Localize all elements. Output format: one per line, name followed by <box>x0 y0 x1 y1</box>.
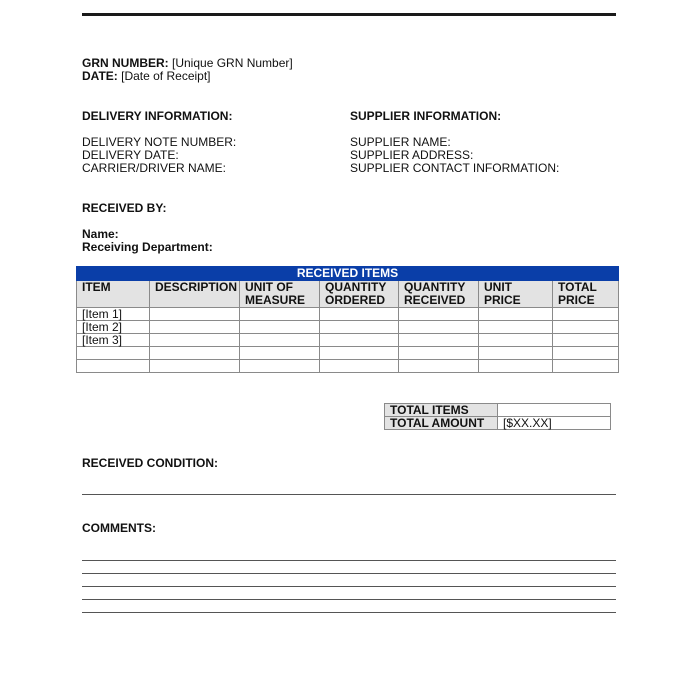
supplier-info-heading: SUPPLIER INFORMATION: <box>350 109 502 123</box>
cell-qty-ordered[interactable] <box>320 308 399 321</box>
cell-description[interactable] <box>150 360 240 373</box>
table-header-row <box>77 281 619 308</box>
col-total-price: TOTAL PRICE <box>553 281 619 308</box>
totals-table <box>384 403 611 430</box>
comment-line[interactable] <box>82 560 616 561</box>
cell-total-price[interactable] <box>553 360 619 373</box>
cell-qty-received[interactable] <box>399 321 479 334</box>
cell-unit-price[interactable] <box>479 308 553 321</box>
delivery-note-number-field: DELIVERY NOTE NUMBER: <box>82 135 237 149</box>
date-label: DATE: <box>82 69 118 83</box>
delivery-info-heading: DELIVERY INFORMATION: <box>82 109 233 123</box>
cell-unit[interactable] <box>240 321 320 334</box>
comment-line[interactable] <box>82 599 616 600</box>
supplier-contact-field: SUPPLIER CONTACT INFORMATION: <box>350 161 560 175</box>
cell-description[interactable] <box>150 308 240 321</box>
table-row <box>77 334 619 347</box>
cell-total-price[interactable] <box>553 347 619 360</box>
col-item: ITEM <box>77 281 150 308</box>
cell-qty-received[interactable] <box>399 347 479 360</box>
comment-line[interactable] <box>82 612 616 613</box>
supplier-name-field: SUPPLIER NAME: <box>350 135 451 149</box>
carrier-driver-name-field: CARRIER/DRIVER NAME: <box>82 161 227 175</box>
comment-line[interactable] <box>82 573 616 574</box>
table-row <box>77 308 619 321</box>
receipt-date <box>82 70 211 83</box>
date-value[interactable]: [Date of Receipt] <box>117 69 211 83</box>
col-unit-of-measure: UNIT OF MEASURE <box>240 281 320 308</box>
total-amount-value[interactable]: [$XX.XX] <box>498 417 611 430</box>
cell-item[interactable] <box>77 360 150 373</box>
cell-qty-ordered[interactable] <box>320 347 399 360</box>
table-row <box>77 321 619 334</box>
cell-qty-received[interactable] <box>399 308 479 321</box>
cell-item[interactable] <box>77 347 150 360</box>
receiving-department-label: Receiving Department: <box>82 240 213 254</box>
total-items-row <box>385 404 611 417</box>
cell-item[interactable]: [Item 3] <box>77 334 150 347</box>
delivery-date-field: DELIVERY DATE: <box>82 148 179 162</box>
table-title: RECEIVED ITEMS <box>77 267 619 281</box>
cell-unit-price[interactable] <box>479 347 553 360</box>
cell-qty-ordered[interactable] <box>320 321 399 334</box>
table-row <box>77 347 619 360</box>
col-quantity-received: QUANTITY RECEIVED <box>399 281 479 308</box>
cell-qty-ordered[interactable] <box>320 334 399 347</box>
cell-unit[interactable] <box>240 360 320 373</box>
cell-qty-received[interactable] <box>399 360 479 373</box>
cell-unit[interactable] <box>240 334 320 347</box>
grn-number-value[interactable]: [Unique GRN Number] <box>168 56 293 70</box>
cell-unit-price[interactable] <box>479 321 553 334</box>
total-items-value[interactable] <box>498 404 611 417</box>
top-rule <box>82 13 616 16</box>
total-amount-row <box>385 417 611 430</box>
comments-heading: COMMENTS: <box>82 521 156 535</box>
cell-unit-price[interactable] <box>479 360 553 373</box>
cell-description[interactable] <box>150 347 240 360</box>
cell-total-price[interactable] <box>553 321 619 334</box>
cell-qty-ordered[interactable] <box>320 360 399 373</box>
received-condition-heading: RECEIVED CONDITION: <box>82 456 219 470</box>
cell-description[interactable] <box>150 334 240 347</box>
cell-total-price[interactable] <box>553 334 619 347</box>
total-amount-label: TOTAL AMOUNT <box>385 417 498 430</box>
comment-line[interactable] <box>82 586 616 587</box>
cell-item[interactable]: [Item 2] <box>77 321 150 334</box>
received-condition-line[interactable] <box>82 494 616 495</box>
supplier-address-field: SUPPLIER ADDRESS: <box>350 148 474 162</box>
cell-unit-price[interactable] <box>479 334 553 347</box>
table-row <box>77 360 619 373</box>
receiver-name-label: Name: <box>82 227 119 241</box>
total-items-label: TOTAL ITEMS <box>385 404 498 417</box>
received-by-heading: RECEIVED BY: <box>82 201 167 215</box>
cell-item[interactable]: [Item 1] <box>77 308 150 321</box>
cell-description[interactable] <box>150 321 240 334</box>
col-quantity-ordered: QUANTITY ORDERED <box>320 281 399 308</box>
received-items-table <box>76 266 619 373</box>
cell-qty-received[interactable] <box>399 334 479 347</box>
cell-unit[interactable] <box>240 347 320 360</box>
cell-unit[interactable] <box>240 308 320 321</box>
col-unit-price: UNIT PRICE <box>479 281 553 308</box>
grn-number-label: GRN NUMBER: <box>82 56 169 70</box>
cell-total-price[interactable] <box>553 308 619 321</box>
col-description: DESCRIPTION <box>150 281 240 308</box>
